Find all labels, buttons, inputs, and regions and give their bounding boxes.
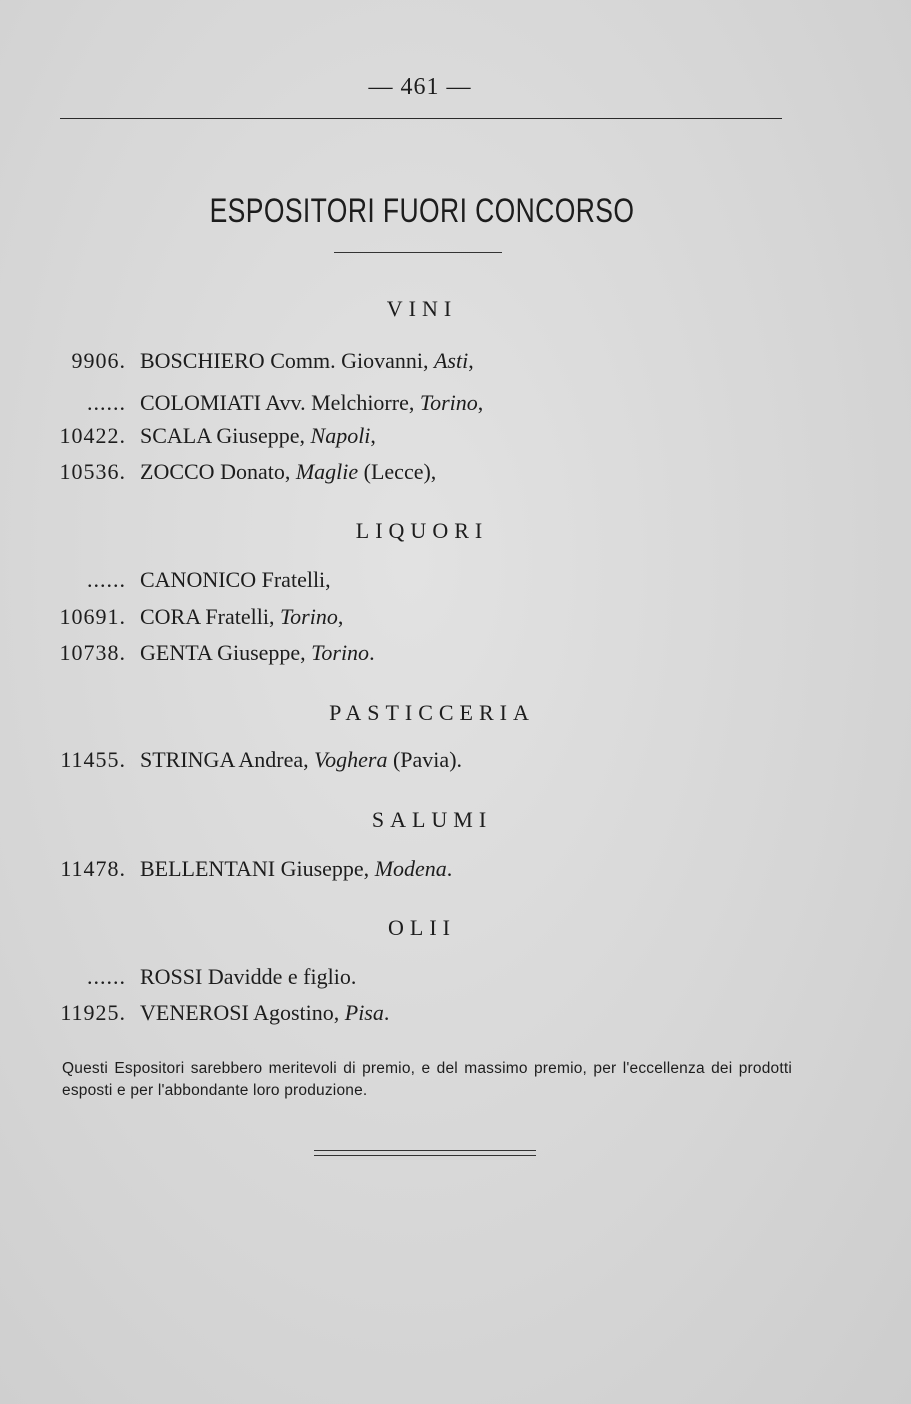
- entry-text: CORA Fratelli, Torino,: [140, 604, 344, 629]
- section-heading-vini: VINI: [386, 296, 458, 321]
- entry-text: SCALA Giuseppe, Napoli,: [140, 423, 376, 448]
- entry-number: 11925.: [60, 1000, 126, 1025]
- entry-number: 10691.: [59, 604, 126, 629]
- entry-text: ZOCCO Donato, Maglie (Lecce),: [140, 459, 437, 484]
- entry-number: ......: [87, 964, 126, 989]
- entry-text: ROSSI Davidde e figlio.: [140, 964, 357, 989]
- title-rule: [334, 252, 502, 253]
- footnote: Questi Espositori sarebbero meritevoli di premio, e del massimo premio, per l'eccellenza dei prodotti esposti e per l'abbondante loro produzione.: [62, 1060, 792, 1099]
- entry-number: ......: [87, 390, 126, 415]
- closing-double-rule: [314, 1150, 536, 1156]
- section-heading-pasticceria: PASTICCERIA: [329, 700, 535, 725]
- header-rule: [60, 118, 782, 119]
- entry-text: COLOMIATI Avv. Melchiorre, Torino,: [140, 390, 484, 415]
- entry-text: CANONICO Fratelli,: [140, 567, 331, 592]
- entry-number: 9906.: [71, 348, 126, 373]
- entry-text: BELLENTANI Giuseppe, Modena.: [140, 856, 453, 881]
- entry-number: 10738.: [59, 640, 126, 665]
- entry-number: 11455.: [60, 747, 126, 772]
- section-heading-salumi: SALUMI: [371, 807, 493, 832]
- section-heading-olii: OLII: [388, 915, 456, 940]
- entry-text: GENTA Giuseppe, Torino.: [140, 640, 375, 665]
- entry-text: STRINGA Andrea, Voghera (Pavia).: [140, 747, 463, 772]
- entry-number: 10422.: [59, 423, 126, 448]
- entry-number: 11478.: [60, 856, 126, 881]
- section-heading-liquori: LIQUORI: [355, 518, 489, 543]
- entry-number: ......: [87, 567, 126, 592]
- entry-text: BOSCHIERO Comm. Giovanni, Asti,: [140, 348, 474, 373]
- entry-number: 10536.: [59, 459, 126, 484]
- page-number: — 461 —: [368, 74, 472, 100]
- entry-text: VENEROSI Agostino, Pisa.: [140, 1000, 390, 1025]
- page-title: ESPOSITORI FUORI CONCORSO: [209, 192, 635, 230]
